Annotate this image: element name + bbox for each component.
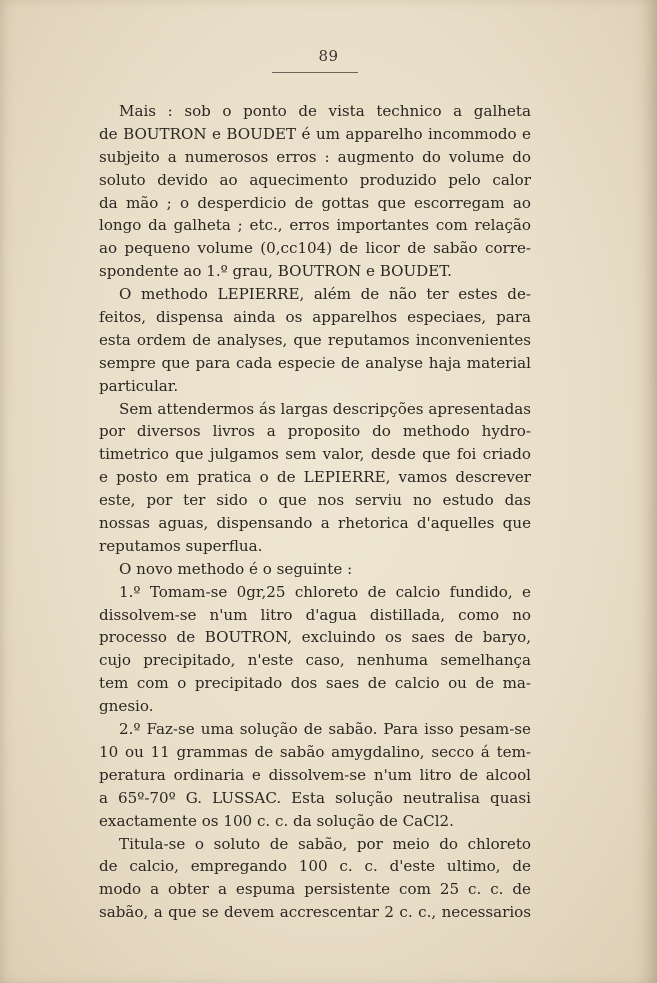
- text-line: de calcio, empregando 100 c. c. d'este ultimo, de: [99, 857, 531, 876]
- text-line: sempre que para cada especie de analyse haja material: [99, 353, 531, 372]
- text-line: 2.º Faz-se uma solução de sabão. Para isso pesam-se: [119, 720, 531, 739]
- text-line: peratura ordinaria e dissolvem-se n'um litro de alcool: [99, 765, 531, 784]
- text-line: da mão ; o desperdicio de gottas que escorregam ao: [99, 193, 531, 212]
- text-line: dissolvem-se n'um litro d'agua distillada, como no: [99, 605, 531, 624]
- text-line: sabão, a que se devem accrescentar 2 c. c., necessarios: [99, 903, 531, 922]
- text-line: este, por ter sido o que nos serviu no estudo das: [99, 491, 531, 510]
- text-line: tem com o precipitado dos saes de calcio ou de ma-: [99, 674, 531, 693]
- text-line: feitos, dispensa ainda os apparelhos especiaes, para: [99, 308, 531, 327]
- text-line: processo de BOUTRON, excluindo os saes de baryo,: [99, 628, 531, 647]
- body-text: [99, 100, 531, 924]
- text-line: Sem attendermos ás largas descripções apresentadas: [119, 399, 531, 418]
- text-line: soluto devido ao aquecimento produzido pelo calor: [99, 170, 531, 189]
- text-line: reputamos superflua.: [99, 536, 263, 555]
- text-line: 1.º Tomam-se 0gr,25 chloreto de calcio fundido, e: [119, 582, 531, 601]
- text-line: O novo methodo é o seguinte :: [119, 559, 353, 578]
- text-line: a 65º-70º G. LUSSAC. Esta solução neutralisa quasi: [99, 788, 531, 807]
- text-line: de BOUTRON e BOUDET é um apparelho incommodo e: [99, 124, 531, 143]
- text-line: exactamente os 100 c. c. da solução de CaCl2.: [99, 811, 454, 830]
- text-line: subjeito a numerosos erros : augmento do volume do: [99, 147, 531, 166]
- text-line: nossas aguas, dispensando a rhetorica d'aquelles que: [99, 514, 531, 533]
- text-line: e posto em pratica o de LEPIERRE, vamos descrever: [99, 468, 531, 487]
- text-line: 10 ou 11 grammas de sabão amygdalino, secco á tem-: [99, 742, 531, 761]
- text-line: esta ordem de analyses, que reputamos inconvenientes: [99, 330, 531, 349]
- text-line: ao pequeno volume (0,cc104) de licor de sabão corre-: [99, 239, 531, 258]
- text-line: por diversos livros a proposito do methodo hydro-: [99, 422, 531, 441]
- text-line: O methodo LEPIERRE, além de não ter estes de-: [119, 285, 531, 304]
- text-line: cujo precipitado, n'este caso, nenhuma semelhança: [99, 651, 531, 670]
- text-line: timetrico que julgamos sem valor, desde que foi criado: [99, 445, 531, 464]
- text-line: Titula-se o soluto de sabão, por meio do chloreto: [119, 834, 531, 853]
- text-line: modo a obter a espuma persistente com 25 c. c. de: [99, 880, 531, 899]
- text-line: gnesio.: [99, 697, 154, 716]
- text-line: longo da galheta ; etc., erros importantes com relação: [99, 216, 531, 235]
- header-rule: [272, 72, 358, 73]
- text-line: spondente ao 1.º grau, BOUTRON e BOUDET.: [99, 262, 452, 281]
- page-number: 89: [318, 47, 339, 65]
- text-line: particular.: [99, 376, 179, 395]
- text-line: Mais : sob o ponto de vista technico a galheta: [119, 102, 531, 120]
